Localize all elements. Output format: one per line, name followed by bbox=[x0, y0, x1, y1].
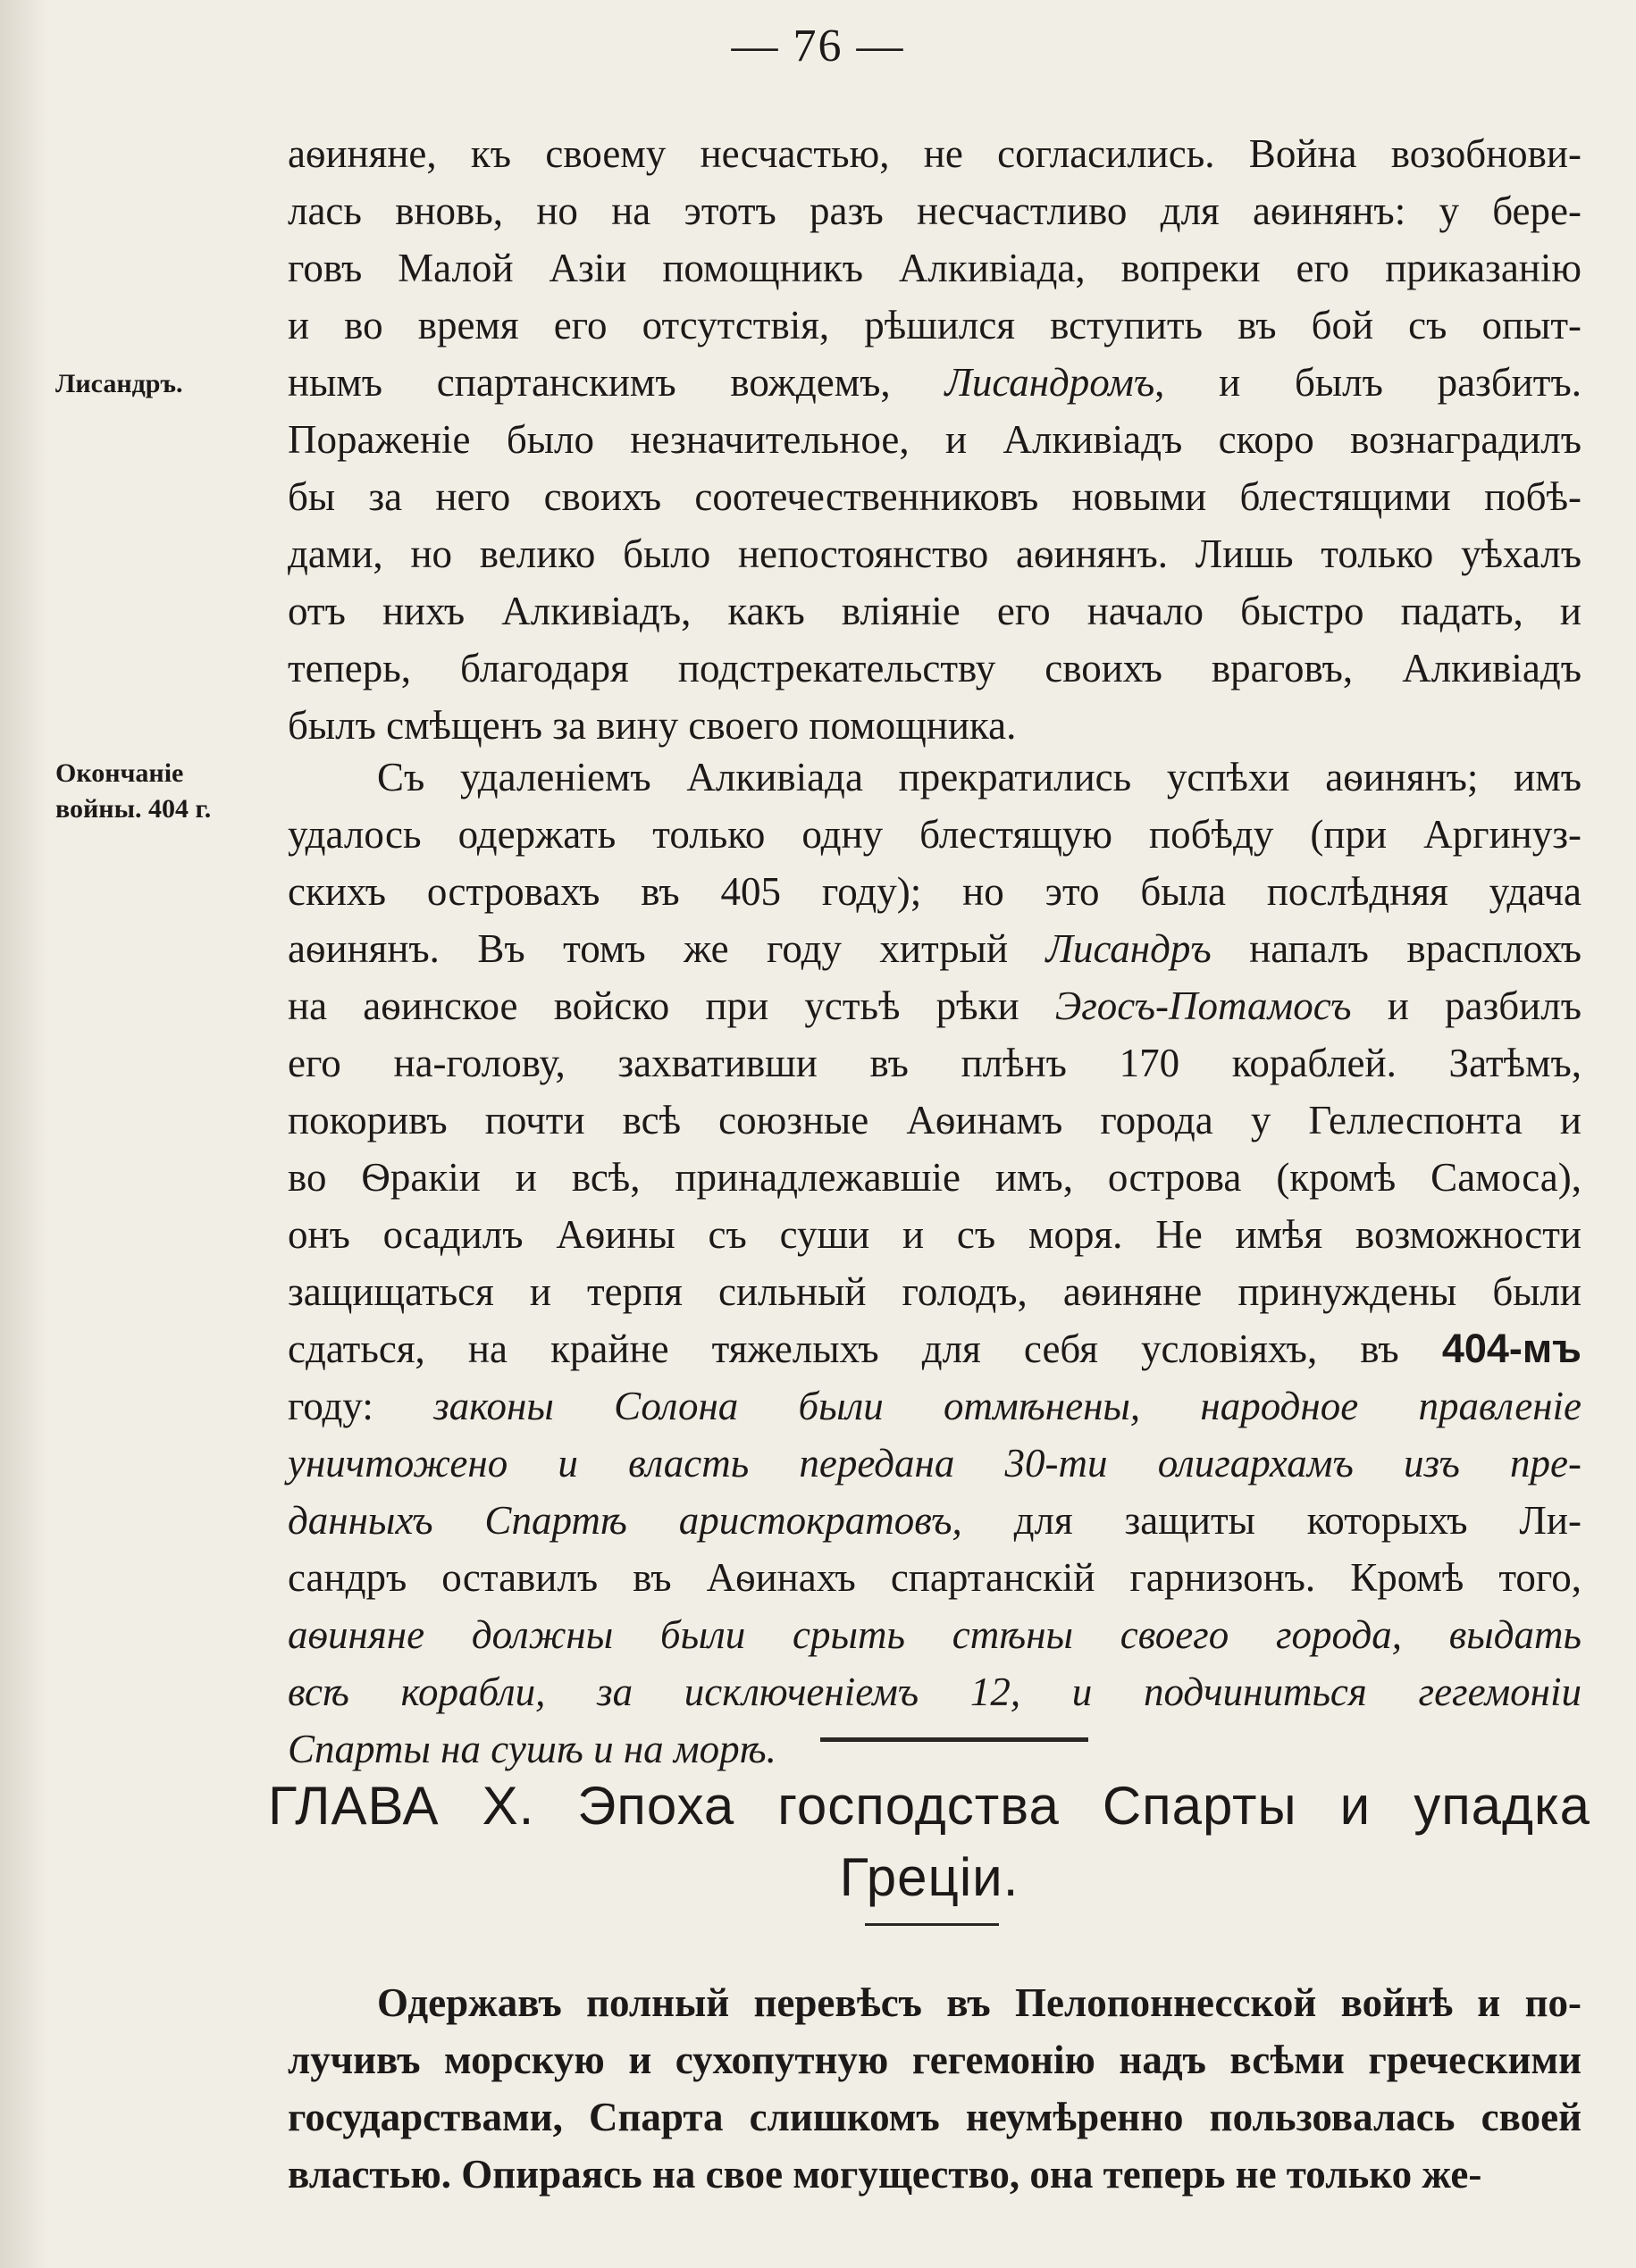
paragraph3-line: властью. Опираясь на свое могущество, она теперь не только же- bbox=[288, 2152, 1482, 2197]
margin-note-war-end bbox=[55, 756, 279, 827]
paragraph2-line: покоривъ почти всѣ союзные Аѳинамъ города у Геллеспонта и bbox=[288, 1098, 1581, 1142]
paragraph3-line: Одержавъ полный перевѣсъ въ Пелопоннесской войнѣ и по- bbox=[377, 1980, 1581, 2025]
paragraph1-line: и во время его отсутствія, рѣшился вступить въ бой съ опыт- bbox=[288, 303, 1581, 347]
paragraph2-line: на аѳинское войско при устьѣ рѣки Эгосъ-Потамосъ и разбилъ bbox=[288, 983, 1581, 1028]
paragraph2-line: его на-голову, захвативши въ плѣнъ 170 кораблей. Затѣмъ, bbox=[288, 1041, 1581, 1085]
title-underline bbox=[865, 1923, 999, 1926]
paragraph2-line: скихъ островахъ въ 405 году); но это была послѣдняя удача bbox=[288, 869, 1581, 914]
section-divider bbox=[820, 1737, 1088, 1742]
margin-note-lysander: Лисандръ. bbox=[55, 369, 183, 398]
paragraph2-line: Съ удаленіемъ Алкивіада прекратились успѣхи аѳинянъ; имъ bbox=[377, 755, 1581, 799]
paragraph-end-of-war bbox=[288, 749, 1581, 1778]
paragraph1-line: бы за него своихъ соотечественниковъ новыми блестящими побѣ- bbox=[288, 474, 1581, 519]
paragraph-alcibiades-defeat bbox=[288, 125, 1581, 754]
paragraph1-line: лась вновь, но на этотъ разъ несчастливо для аѳинянъ: у бере- bbox=[288, 188, 1581, 233]
paragraph2-line: сдаться, на крайне тяжелыхъ для себя условіяхъ, въ 404-мъ bbox=[288, 1326, 1581, 1371]
paragraph1-line: нымъ спартанскимъ вождемъ, Лисандромъ, и былъ разбитъ. bbox=[288, 360, 1581, 405]
paragraph-spartan-hegemony bbox=[288, 1974, 1581, 2203]
paragraph2-line: защищаться и терпя сильный голодъ, аѳиняне принуждены были bbox=[288, 1269, 1581, 1314]
paragraph2-line: Спарты на сушѣ и на морѣ. bbox=[288, 1727, 776, 1771]
paragraph2-line: данныхъ Спартѣ аристократовъ, для защиты которыхъ Ли- bbox=[288, 1498, 1581, 1543]
paragraph2-line: году: законы Солона были отмѣнены, народное правленіе bbox=[288, 1384, 1581, 1428]
chapter-title-line-2: Греціи. bbox=[839, 1847, 1019, 1907]
paragraph2-line: всѣ корабли, за исключеніемъ 12, и подчиниться гегемоніи bbox=[288, 1670, 1581, 1714]
chapter-title-line-1: ГЛАВА X. Эпоха господства Спарты и упадка bbox=[268, 1776, 1590, 1836]
paragraph2-line: удалось одержать только одну блестящую побѣду (при Аргинуз- bbox=[288, 812, 1581, 857]
paragraph2-line: аѳиняне должны были срыть стѣны своего города, выдать bbox=[288, 1612, 1581, 1657]
paragraph1-line: теперь, благодаря подстрекательству своихъ враговъ, Алкивіадъ bbox=[288, 646, 1581, 690]
paragraph1-line: былъ смѣщенъ за вину своего помощника. bbox=[288, 703, 1017, 748]
chapter-title bbox=[268, 1770, 1590, 1913]
paragraph1-line: дами, но велико было непостоянство аѳинянъ. Лишь только уѣхалъ bbox=[288, 531, 1581, 576]
paragraph1-line: Пораженіе было незначительное, и Алкивіадъ скоро вознаградилъ bbox=[288, 417, 1581, 462]
paragraph3-line: государствами, Спарта слишкомъ неумѣренно пользовалась своей bbox=[288, 2095, 1581, 2139]
paragraph1-line: отъ нихъ Алкивіадъ, какъ вліяніе его начало быстро падать, и bbox=[288, 589, 1581, 633]
paragraph2-line: онъ осадилъ Аѳины съ суши и съ моря. Не имѣя возможности bbox=[288, 1212, 1581, 1257]
paragraph1-line: говъ Малой Азіи помощникъ Алкивіада, вопреки его приказанію bbox=[288, 246, 1581, 290]
paragraph2-line: сандръ оставилъ въ Аѳинахъ спартанскій гарнизонъ. Кромѣ того, bbox=[288, 1555, 1581, 1600]
paragraph2-line: во Ѳракіи и всѣ, принадлежавшіе имъ, острова (кромѣ Самоса), bbox=[288, 1155, 1581, 1200]
margin-note-war-end-line-2: войны. 404 г. bbox=[55, 794, 212, 824]
margin-note-war-end-line-1: Окончаніе bbox=[55, 758, 184, 788]
paragraph3-line: лучивъ морскую и сухопутную гегемонію надъ всѣми греческими bbox=[288, 2038, 1581, 2082]
page-edge-shadow bbox=[0, 0, 49, 2268]
paragraph2-line: уничтожено и власть передана 30-ти олигархамъ изъ пре- bbox=[288, 1441, 1581, 1485]
page-number: — 76 — bbox=[731, 21, 905, 71]
paragraph2-line: аѳинянъ. Въ томъ же году хитрый Лисандръ напалъ врасплохъ bbox=[288, 926, 1581, 971]
paragraph1-line: аѳиняне, къ своему несчастью, не согласились. Война возобнови- bbox=[288, 131, 1581, 176]
